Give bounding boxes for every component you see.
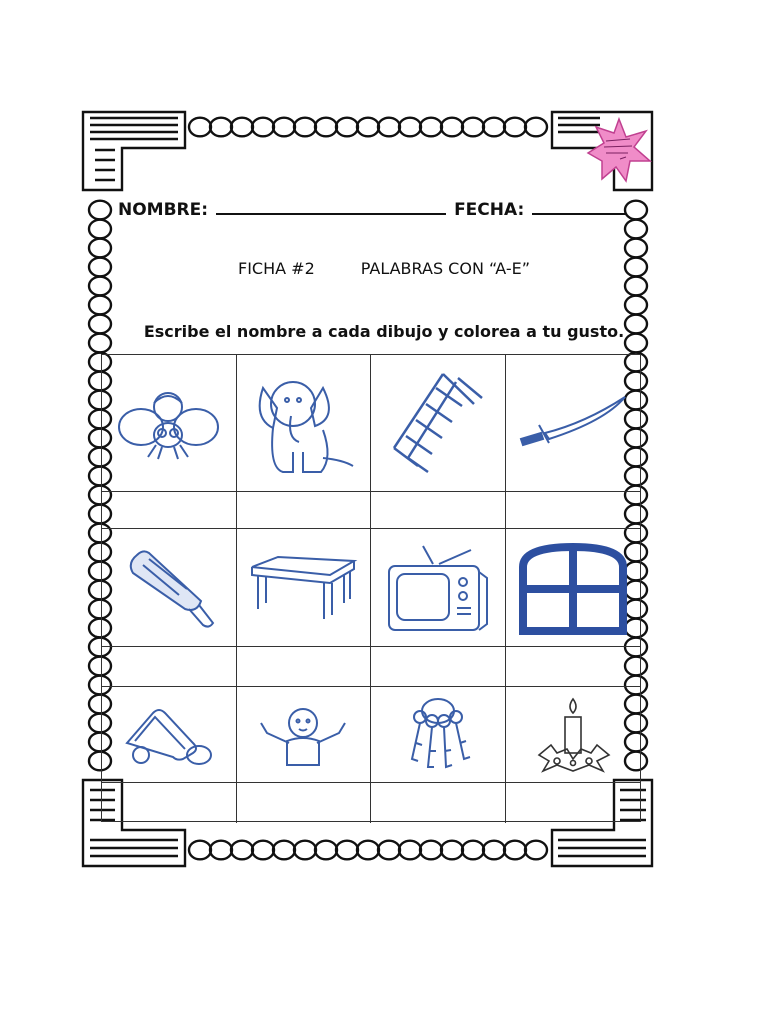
window-icon <box>517 541 629 635</box>
picture-cell <box>371 687 506 783</box>
television-icon <box>383 542 493 634</box>
frame-ring <box>89 220 111 239</box>
picture-cell <box>506 529 641 647</box>
keys-icon <box>398 695 478 775</box>
frame-ring <box>336 118 358 137</box>
frame-ring <box>441 118 463 137</box>
sword-icon <box>515 393 630 453</box>
answer-cell[interactable] <box>237 783 372 823</box>
skateboard-icon <box>123 703 215 767</box>
name-field[interactable] <box>216 199 446 215</box>
frame-ring <box>399 841 421 860</box>
frame-ring <box>357 118 379 137</box>
worksheet-title <box>0 259 768 278</box>
frame-ring <box>210 841 232 860</box>
frame-ring <box>210 118 232 137</box>
picture-cell <box>237 529 372 647</box>
baby-icon <box>253 703 353 767</box>
frame-ring <box>525 118 547 137</box>
frame-ring <box>462 841 484 860</box>
popsicle-icon <box>119 543 219 633</box>
frame-ring <box>231 118 253 137</box>
picture-cell <box>102 355 237 492</box>
frame-ring <box>399 118 421 137</box>
frame-ring <box>504 841 526 860</box>
frame-ring <box>252 118 274 137</box>
frame-ring <box>625 201 647 220</box>
frame-ring <box>504 118 526 137</box>
picture-cell <box>506 687 641 783</box>
sheet-topic: PALABRAS CON “A-E” <box>360 259 530 278</box>
fly-icon <box>116 383 221 463</box>
frame-ring <box>625 220 647 239</box>
author-star-badge <box>586 117 652 183</box>
frame-ring <box>294 118 316 137</box>
frame-ring <box>357 841 379 860</box>
instructions: Escribe el nombre a cada dibujo y colorea a tu gusto. <box>143 322 625 341</box>
picture-cell <box>102 687 237 783</box>
frame-ring <box>625 277 647 296</box>
ladder-icon <box>388 368 488 478</box>
frame-ring <box>315 841 337 860</box>
picture-cell <box>506 355 641 492</box>
date-label: FECHA: <box>454 200 525 220</box>
sheet-number: FICHA #2 <box>238 259 315 278</box>
frame-ring <box>525 841 547 860</box>
frame-ring <box>483 118 505 137</box>
frame-ring <box>378 841 400 860</box>
name-label: NOMBRE: <box>118 200 209 220</box>
frame-ring <box>89 201 111 220</box>
frame-ring <box>231 841 253 860</box>
answer-cell[interactable] <box>506 492 641 529</box>
frame-ring <box>625 239 647 258</box>
frame-ring <box>462 118 484 137</box>
frame-ring <box>420 118 442 137</box>
frame-ring <box>315 118 337 137</box>
picture-cell <box>371 355 506 492</box>
frame-ring <box>625 296 647 315</box>
frame-ring <box>189 841 211 860</box>
answer-cell[interactable] <box>506 783 641 823</box>
frame-ring <box>273 841 295 860</box>
picture-cell <box>237 355 372 492</box>
table-icon <box>248 553 358 623</box>
picture-cell <box>371 529 506 647</box>
picture-grid <box>101 354 641 822</box>
frame-ring <box>89 239 111 258</box>
frame-ring <box>89 277 111 296</box>
answer-cell[interactable] <box>371 647 506 687</box>
frame-ring <box>378 118 400 137</box>
picture-cell <box>237 687 372 783</box>
answer-cell[interactable] <box>506 647 641 687</box>
frame-ring <box>441 841 463 860</box>
picture-cell <box>102 529 237 647</box>
frame-ring <box>294 841 316 860</box>
date-field[interactable] <box>532 199 626 215</box>
candle-icon <box>533 695 613 775</box>
answer-cell[interactable] <box>102 492 237 529</box>
frame-ring <box>189 118 211 137</box>
frame-ring <box>336 841 358 860</box>
answer-cell[interactable] <box>237 647 372 687</box>
frame-ring <box>483 841 505 860</box>
answer-cell[interactable] <box>371 783 506 823</box>
answer-cell[interactable] <box>237 492 372 529</box>
answer-cell[interactable] <box>371 492 506 529</box>
frame-ring <box>252 841 274 860</box>
frame-ring <box>89 296 111 315</box>
elephant-icon <box>243 368 363 478</box>
frame-ring <box>273 118 295 137</box>
name-date-row <box>118 199 626 220</box>
answer-cell[interactable] <box>102 783 237 823</box>
frame-ring <box>420 841 442 860</box>
answer-cell[interactable] <box>102 647 237 687</box>
